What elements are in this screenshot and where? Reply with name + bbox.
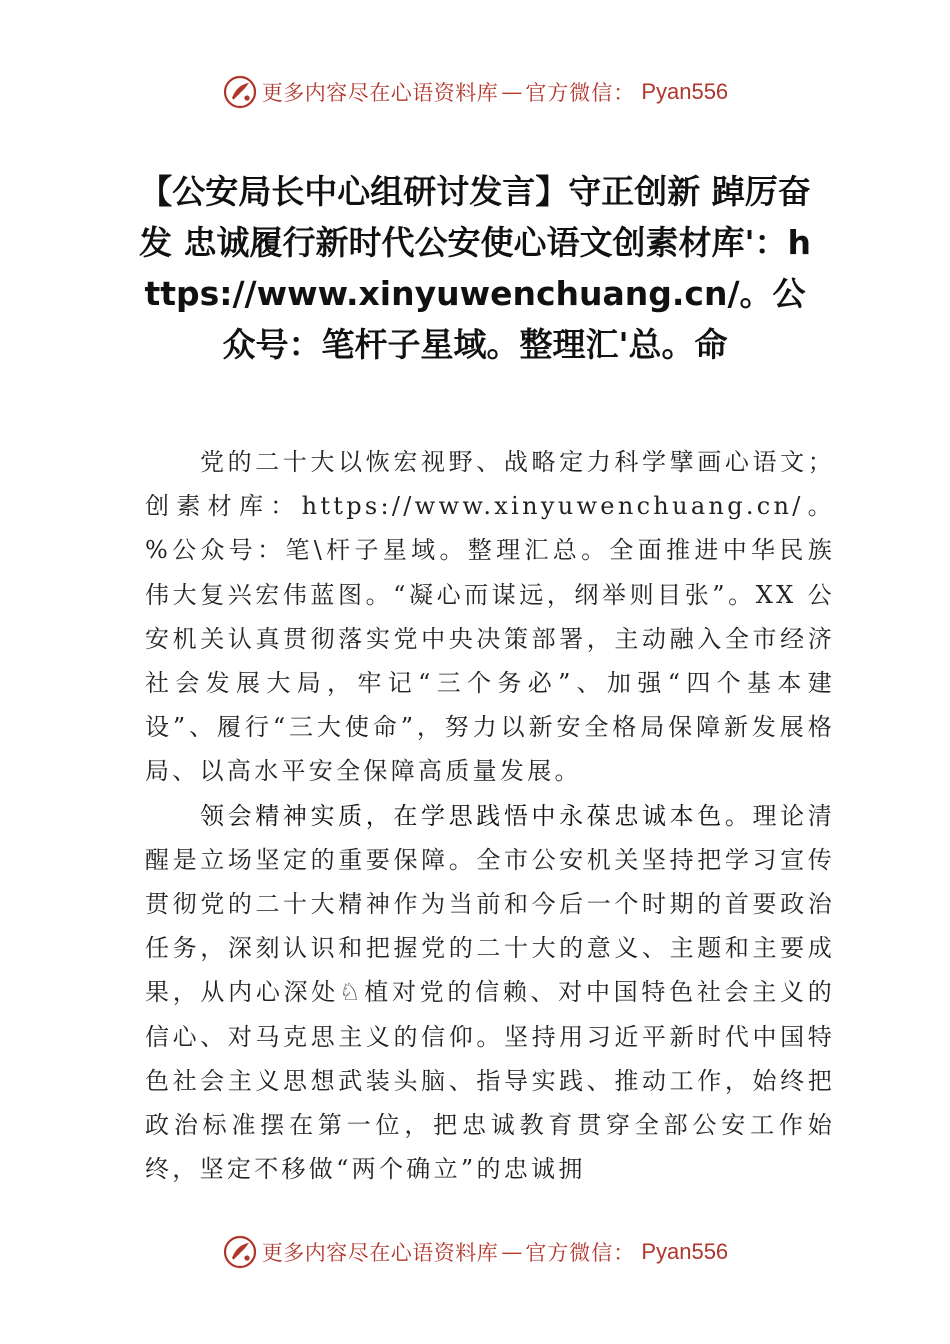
watermark-logo-icon (222, 74, 258, 110)
banner-main-text: 更多内容尽在心语资料库 (261, 81, 499, 105)
banner-wechat-label: 官方微信： (525, 1241, 636, 1265)
paragraph (145, 440, 835, 794)
watermark-logo-icon (222, 1234, 258, 1270)
banner-main-text: 更多内容尽在心语资料库 (261, 1241, 499, 1265)
banner-wechat-label: 官方微信： (525, 81, 636, 105)
paragraph-lead: 领会精神实质，在学思践悟中永葆忠诚本色。 (200, 801, 753, 830)
paragraph-text: 理论清醒是立场坚定的重要保障。全市公安机关坚持把学习宣传贯彻党的二十大精神作为当前和今后一个时期的首要政治任务，深刻认识和把握党的二十大的意义、主题和主要成果，从内心深处♘植对党的信赖、对中国特色社会主义的信心、对马克思主义的信仰。坚持用习近平新时代中国特色社会主义思想武装头脑、指导实践、推动工作，始终把政治标准摆在第一位，把忠诚教育贯穿全部公安工作始终，坚定不移做“两个确立”的忠诚拥 (145, 801, 835, 1184)
document-body (145, 440, 835, 1191)
footer-watermark-banner (0, 1230, 950, 1274)
paragraph-text: 党的二十大以恢宏视野、战略定力科学擘画心语文；创素材库：https://www.xinyuwenchuang.cn/。%公众号：笔\杆子星域。整理汇总。全面推进中华民族伟大复兴宏伟蓝图。“凝心而谋远，纲举则目张”。XX 公安机关认真贯彻落实党中央决策部署，主动融入全市经济社会发展大局，牢记“三个务必”、加强“四个基本建设”、履行“三大使命”，努力以新安全格局保障新发展格局、以高水平安全保障高质量发展。 (145, 448, 835, 786)
header-watermark-banner (0, 70, 950, 114)
paragraph (145, 794, 835, 1192)
document-title: 【公安局长中心组研讨发言】守正创新 踔厉奋发 忠诚履行新时代公安使心语文创素材库'：https://www.xinyuwenchuang.cn/。公众号：笔杆子星域。整理汇'总。命 (138, 172, 812, 364)
banner-wechat-id: Pyan556 (641, 79, 729, 104)
banner-separator: — (501, 80, 523, 104)
banner-separator: — (501, 1240, 523, 1264)
banner-wechat-id: Pyan556 (641, 1239, 729, 1264)
